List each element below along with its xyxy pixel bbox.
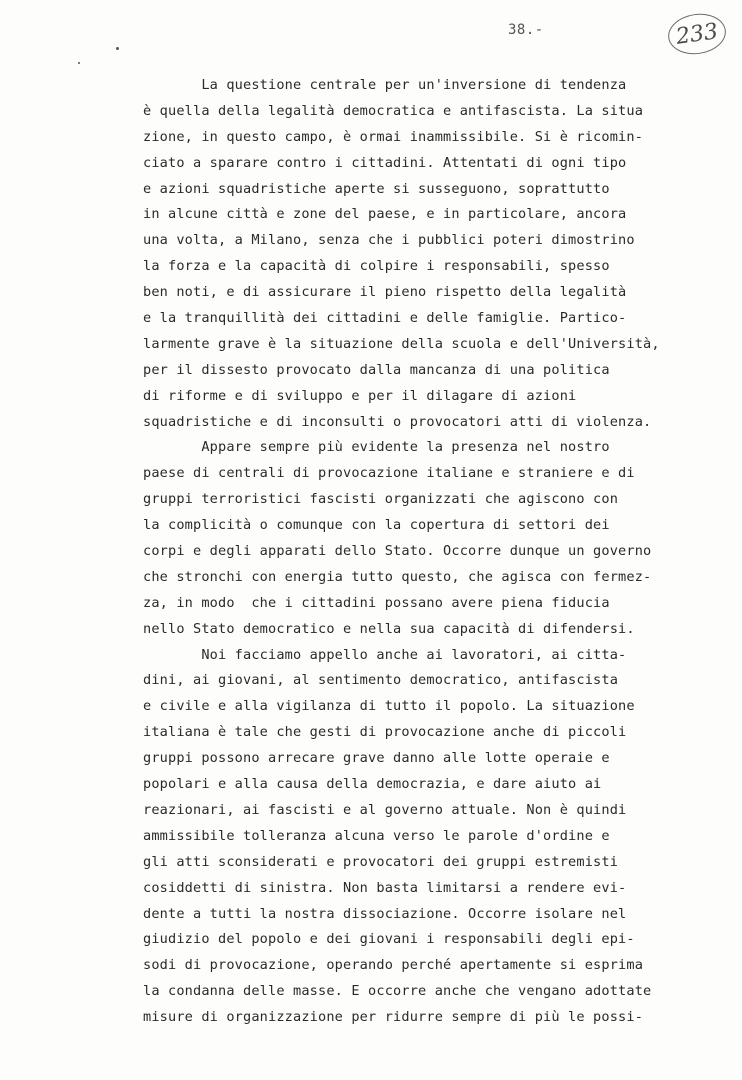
text-line: La questione centrale per un'inversione di tendenza bbox=[143, 77, 627, 93]
text-line: ammissibile tolleranza alcuna verso le parole d'ordine e bbox=[143, 827, 610, 844]
text-line: dente a tutti la nostra dissociazione. Occorre isolare nel bbox=[143, 905, 627, 922]
page-number: 38.- bbox=[508, 22, 544, 38]
text-line: zione, in questo campo, è ormai inammissibile. Si è ricomin- bbox=[143, 128, 644, 145]
body-text bbox=[143, 73, 703, 1031]
text-line: gruppi possono arrecare grave danno alle lotte operaie e bbox=[143, 750, 610, 767]
text-line: una volta, a Milano, senza che i pubblici poteri dimostrino bbox=[143, 232, 635, 249]
text-line: che stronchi con energia tutto questo, che agisca con fermez- bbox=[143, 568, 652, 585]
text-line: sodi di provocazione, operando perché apertamente si esprima bbox=[143, 957, 644, 974]
archive-stamp bbox=[665, 10, 728, 58]
text-line: in alcune città e zone del paese, e in particolare, ancora bbox=[143, 206, 627, 223]
text-line: e azioni squadristiche aperte si susseguono, soprattutto bbox=[143, 180, 610, 197]
text-line: corpi e degli apparati dello Stato. Occorre dunque un governo bbox=[143, 543, 652, 560]
text-line: giudizio del popolo e dei giovani i responsabili degli epi- bbox=[143, 931, 635, 948]
speck-mark bbox=[116, 47, 119, 50]
text-line: e la tranquillità dei cittadini e delle famiglie. Partico- bbox=[143, 310, 627, 327]
text-line: di riforme e di sviluppo e per il dilagare di azioni bbox=[143, 387, 577, 404]
text-line: italiana è tale che gesti di provocazione anche di piccoli bbox=[143, 724, 627, 741]
text-line: popolari e alla causa della democrazia, e dare aiuto ai bbox=[143, 776, 602, 793]
text-line: ben noti, e di assicurare il pieno rispetto della legalità bbox=[143, 284, 627, 301]
text-line: Noi facciamo appello anche ai lavoratori, ai citta- bbox=[143, 646, 627, 663]
text-line: squadristiche e di inconsulti o provocatori atti di violenza. bbox=[143, 413, 652, 430]
text-line: cosiddetti di sinistra. Non basta limitarsi a rendere evi- bbox=[143, 879, 627, 896]
text-line: za, in modo che i cittadini possano avere piena fiducia bbox=[143, 594, 610, 611]
text-line: paese di centrali di provocazione italiane e straniere e di bbox=[143, 465, 635, 482]
text-line: larmente grave è la situazione della scuola e dell'Università, bbox=[143, 335, 660, 352]
text-line: la condanna delle masse. E occorre anche che vengano adottate bbox=[143, 983, 652, 1000]
text-line: la complicità o comunque con la copertura di settori dei bbox=[143, 517, 610, 534]
text-line: e civile e alla vigilanza di tutto il popolo. La situazione bbox=[143, 698, 635, 715]
text-line: la forza e la capacità di colpire i responsabili, spesso bbox=[143, 258, 610, 275]
text-line: misure di organizzazione per ridurre sempre di più le possi- bbox=[143, 1009, 644, 1026]
text-line: Appare sempre più evidente la presenza nel nostro bbox=[143, 439, 610, 456]
speck-mark bbox=[78, 62, 80, 64]
text-line: gli atti sconsiderati e provocatori dei gruppi estremisti bbox=[143, 853, 619, 870]
text-line: nello Stato democratico e nella sua capacità di difendersi. bbox=[143, 620, 635, 637]
text-line: ciato a sparare contro i cittadini. Attentati di ogni tipo bbox=[143, 154, 627, 171]
text-line: dini, ai giovani, al sentimento democratico, antifascista bbox=[143, 672, 619, 689]
stamp-number: 233 bbox=[674, 18, 720, 50]
text-line: reazionari, ai fascisti e al governo attuale. Non è quindi bbox=[143, 801, 627, 818]
text-line: per il dissesto provocato dalla mancanza di una politica bbox=[143, 361, 610, 378]
text-line: gruppi terroristici fascisti organizzati che agiscono con bbox=[143, 491, 619, 508]
text-line: è quella della legalità democratica e antifascista. La situa bbox=[143, 102, 644, 119]
